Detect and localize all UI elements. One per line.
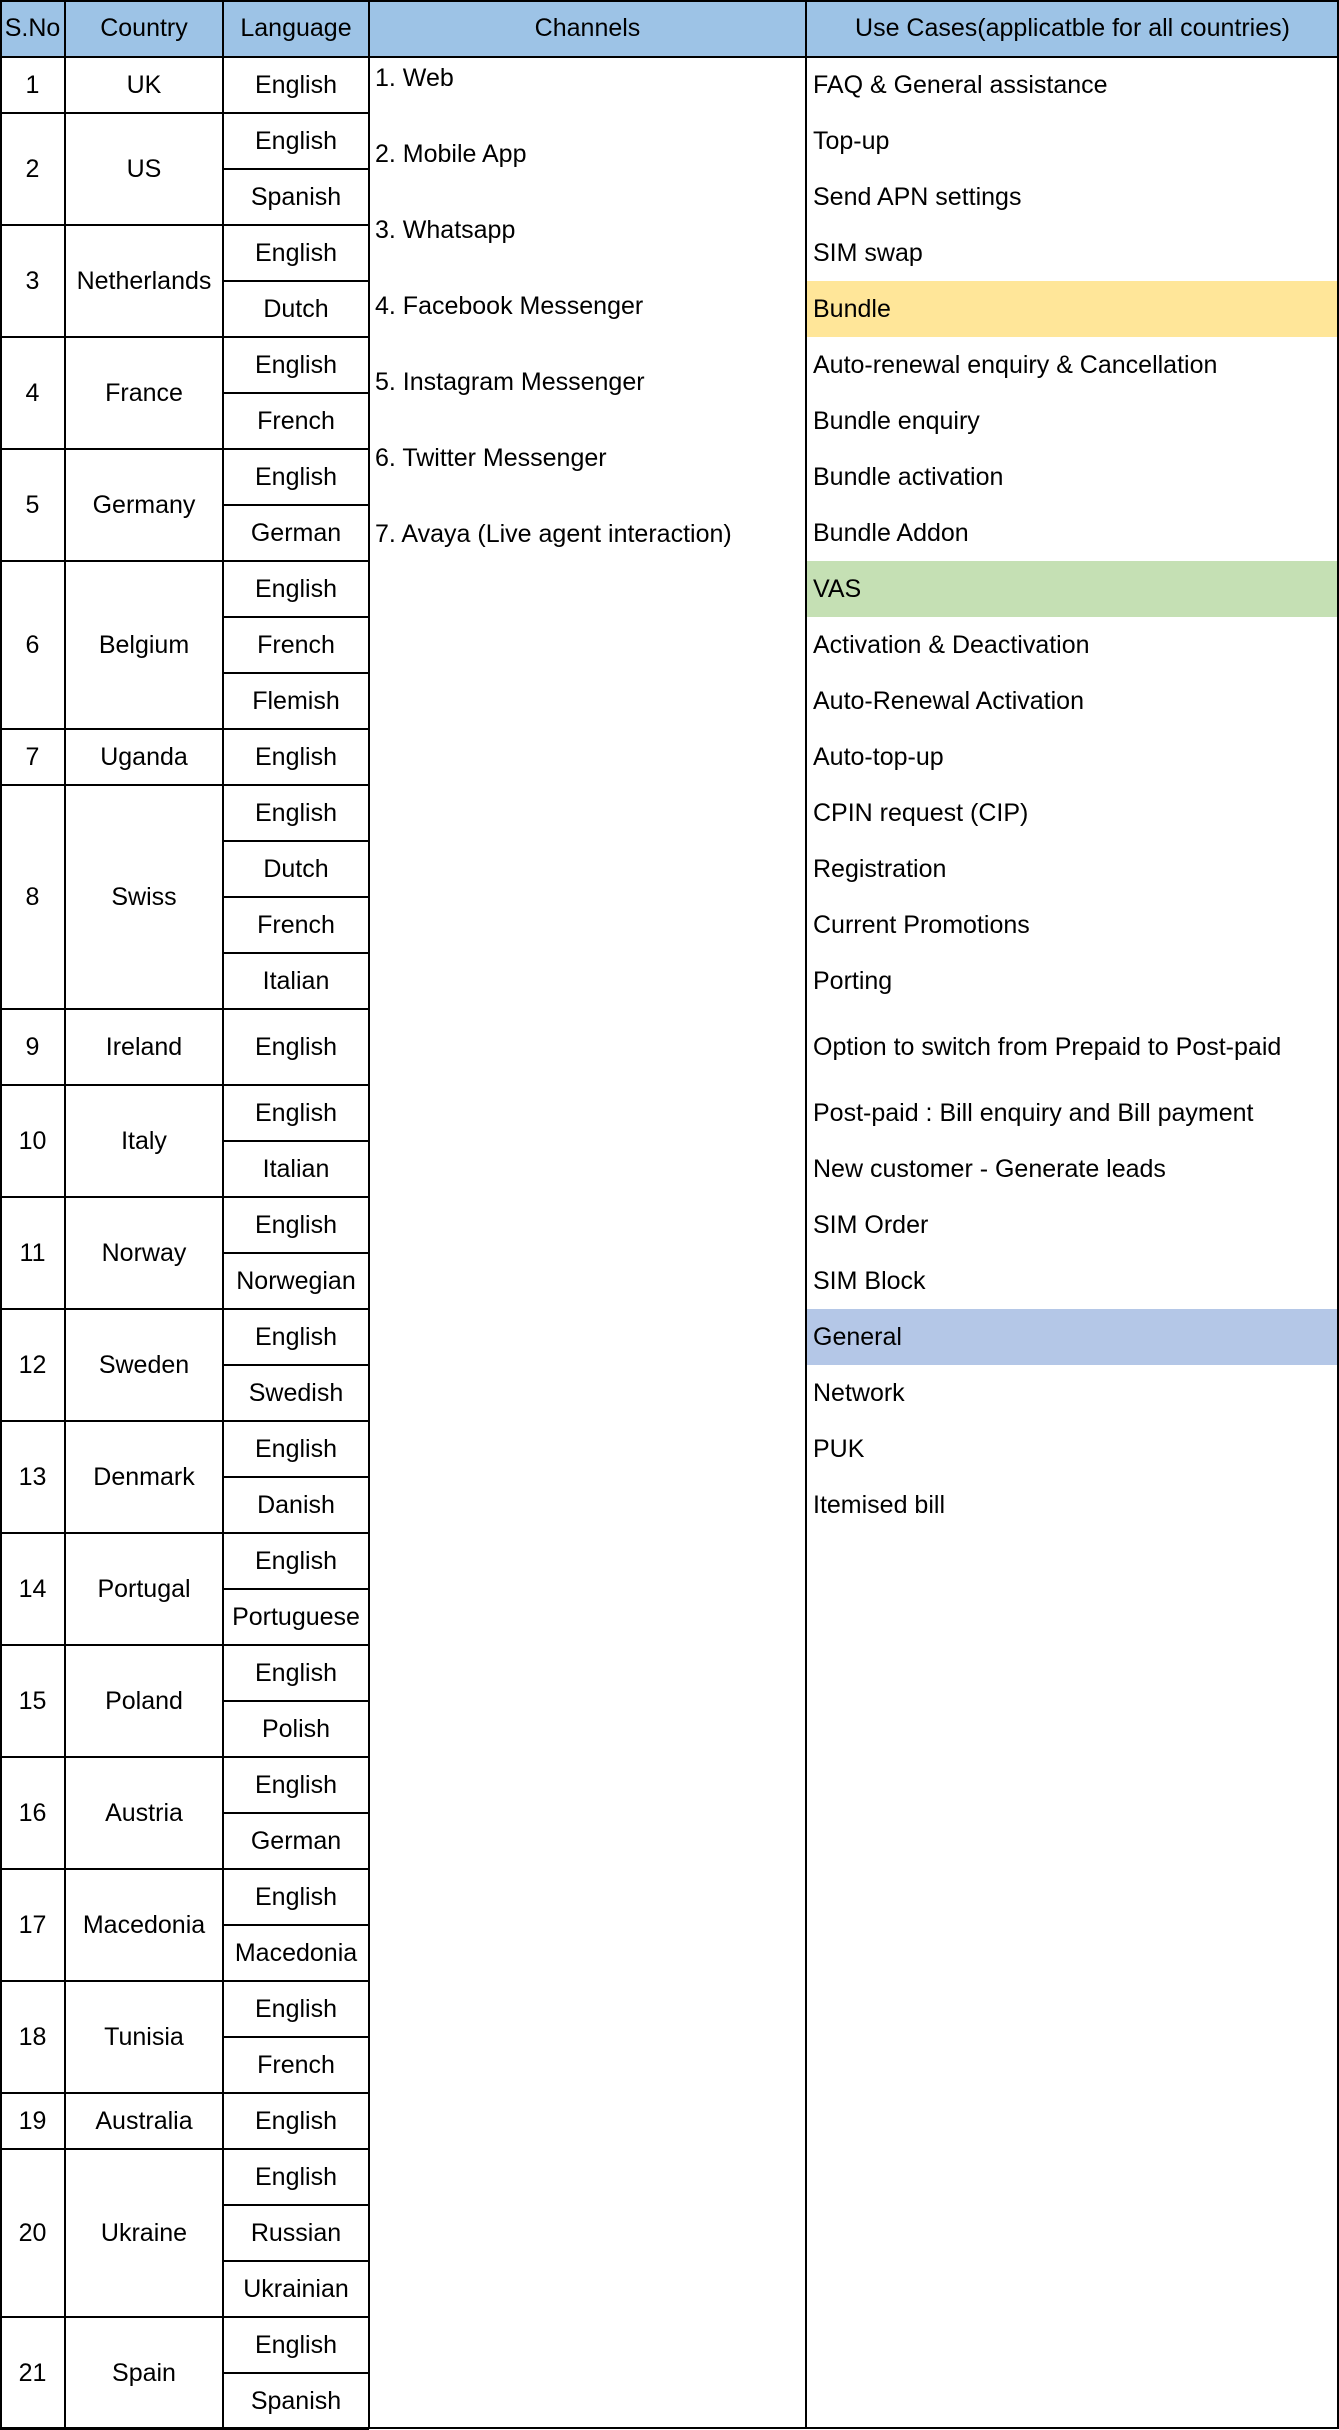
language-cell: English [255,1322,337,1351]
country-cell: US [126,154,162,183]
country-cell: Macedonia [82,1910,206,1939]
language-cell: Italian [262,1154,330,1183]
country-cell: Ukraine [100,2218,188,2247]
language-cell: German [250,1826,342,1855]
header-bottom-border [0,56,1339,58]
use-case-item: Porting [813,966,893,995]
use-case-item: PUK [813,1434,865,1463]
use-case-item: SIM Block [813,1266,926,1295]
country-cell: Swiss [111,882,177,911]
language-cell: French [257,406,335,435]
language-cell: English [255,1032,337,1061]
sno-cell: 5 [25,490,40,519]
language-cell: English [255,742,337,771]
language-cell: English [255,1434,337,1463]
language-cell: English [255,238,337,267]
language-cell: English [255,350,337,379]
language-cell: English [255,798,337,827]
sno-cell: 9 [25,1032,40,1061]
language-cell: Spanish [250,182,342,211]
language-cell: English [255,2106,337,2135]
country-cell: Sweden [98,1350,190,1379]
language-cell: English [255,1658,337,1687]
sno-cell: 4 [25,378,40,407]
country-cell: Spain [112,2358,176,2387]
language-cell: English [255,1098,337,1127]
use-case-item: Top-up [813,126,890,155]
language-cell: English [255,1882,337,1911]
country-cell: Netherlands [76,266,212,295]
table-top-border [0,0,1339,2]
use-case-item: Bundle activation [813,462,1004,491]
language-cell: English [255,1994,337,2023]
sno-cell: 1 [25,70,40,99]
use-case-item: Auto-renewal enquiry & Cancellation [813,350,1218,379]
sno-cell: 13 [18,1462,47,1491]
sno-cell: 11 [19,1238,46,1267]
sno-cell: 7 [25,742,40,771]
language-cell: Portuguese [232,1602,360,1631]
country-cell: Italy [121,1126,167,1155]
country-cell: Australia [95,2106,193,2135]
language-cell: Swedish [248,1378,344,1407]
use-case-item: Option to switch from Prepaid to Post-paid [813,1032,1282,1061]
use-case-item: Registration [813,854,947,883]
sno-cell: 3 [25,266,40,295]
language-cell: Spanish [250,2386,342,2415]
language-cell: Italian [262,966,330,995]
sno-cell: 19 [18,2106,47,2135]
language-cell: Danish [257,1490,335,1519]
country-cell: UK [126,70,162,99]
language-cell: Ukrainian [243,2274,349,2303]
country-cell: Tunisia [104,2022,184,2051]
language-cell: English [255,462,337,491]
country-cell: Belgium [98,630,190,659]
use-case-item: FAQ & General assistance [813,70,1108,99]
language-cell: English [255,1546,337,1575]
channel-item: 1. Web [375,63,454,92]
country-cell: Portugal [97,1574,191,1603]
use-case-item: SIM swap [813,238,923,267]
country-cell: France [105,378,183,407]
column-border [805,0,807,2429]
header-language: Language [223,0,369,57]
sno-cell: 21 [18,2358,47,2387]
column-border [368,0,370,2429]
header-country: Country [65,0,223,57]
use-case-item: Network [813,1378,905,1407]
language-cell: Dutch [263,854,329,883]
country-cell: Denmark [93,1462,195,1491]
use-case-item: CPIN request (CIP) [813,798,1029,827]
language-cell: English [255,70,337,99]
header-channels: Channels [369,0,806,57]
use-case-item: Current Promotions [813,910,1030,939]
language-cell: Norwegian [236,1266,356,1295]
language-cell: English [255,126,337,155]
language-cell: French [257,630,335,659]
country-cell: Ireland [105,1032,183,1061]
column-border [64,0,66,2429]
sno-cell: 17 [18,1910,47,1939]
language-cell: Macedonia [234,1938,358,1967]
use-case-section-header: Bundle [807,281,1339,337]
channel-item: 3. Whatsapp [375,215,516,244]
sno-cell: 16 [18,1798,47,1827]
language-cell: French [257,2050,335,2079]
language-cell: Russian [250,2218,342,2247]
sno-cell: 2 [25,154,40,183]
sno-cell: 8 [25,882,40,911]
language-cell: Flemish [252,686,340,715]
channel-item: 7. Avaya (Live agent interaction) [375,519,732,548]
language-cell: German [250,518,342,547]
sno-cell: 10 [18,1126,47,1155]
country-cell: Poland [105,1686,183,1715]
channel-item: 6. Twitter Messenger [375,443,607,472]
use-case-item: Bundle enquiry [813,406,980,435]
sno-cell: 18 [18,2022,47,2051]
sno-cell: 12 [18,1350,47,1379]
country-cell: Uganda [100,742,188,771]
use-case-section-header: General [807,1309,1339,1365]
use-case-item: Activation & Deactivation [813,630,1090,659]
use-case-item: Send APN settings [813,182,1022,211]
use-case-item: SIM Order [813,1210,929,1239]
use-case-item: Post-paid : Bill enquiry and Bill payment [813,1098,1254,1127]
language-cell: English [255,1210,337,1239]
header-sno: S.No [0,0,65,57]
language-cell: French [257,910,335,939]
use-case-item: Bundle Addon [813,518,969,547]
language-cell: English [255,1770,337,1799]
channel-item: 2. Mobile App [375,139,527,168]
language-cell: Polish [261,1714,331,1743]
country-cell: Austria [105,1798,183,1827]
sno-cell: 15 [18,1686,47,1715]
country-cell: Norway [101,1238,187,1267]
channel-item: 4. Facebook Messenger [375,291,644,320]
sno-cell: 14 [18,1574,47,1603]
column-border [222,0,224,2429]
use-case-item: New customer - Generate leads [813,1154,1166,1183]
channel-item: 5. Instagram Messenger [375,367,645,396]
use-case-item: Auto-Renewal Activation [813,686,1084,715]
use-case-item: Itemised bill [813,1490,945,1519]
use-case-section-header: VAS [807,561,1339,617]
use-case-item: Auto-top-up [813,742,944,771]
language-cell: English [255,2330,337,2359]
language-cell: English [255,2162,337,2191]
language-cell: Dutch [263,294,329,323]
sno-cell: 6 [25,630,40,659]
column-border [0,0,2,2429]
language-cell: English [255,574,337,603]
header-use-cases: Use Cases(applicatble for all countries) [806,0,1339,57]
sno-cell: 20 [18,2218,47,2247]
country-cell: Germany [92,490,196,519]
